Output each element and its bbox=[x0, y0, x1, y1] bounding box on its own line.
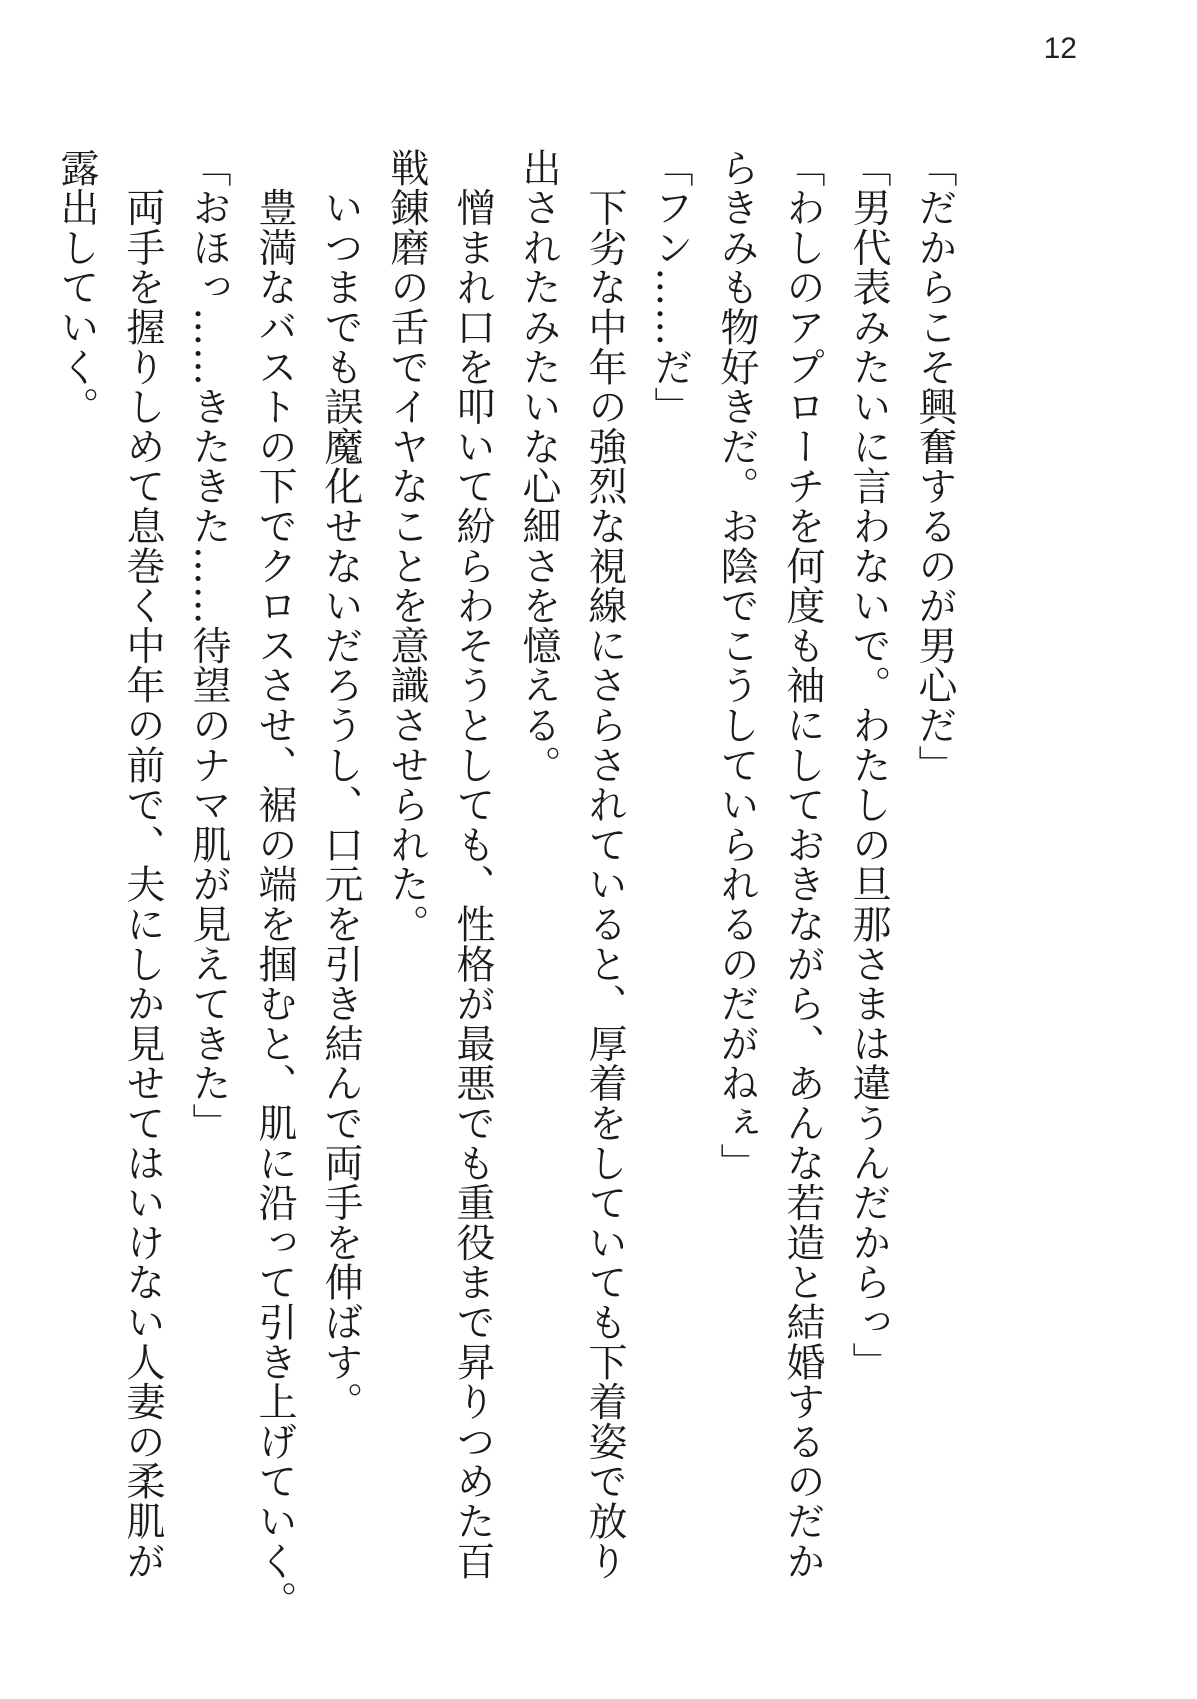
text-line: 露出していく。 bbox=[54, 148, 99, 427]
text-line: 「男代表みたいに言わないで。わたしの旦那さまは違うんだからっ」 bbox=[846, 148, 891, 1382]
text-line: 「おほっ……きたきた……待望のナマ肌が見えてきた」 bbox=[186, 148, 231, 1143]
text-line: いつまでも誤魔化せないだろうし、口元を引き結んで両手を伸ばす。 bbox=[318, 148, 363, 1422]
text-line: 豊満なバストの下でクロスさせ、裾の端を掴むと、肌に沿って引き上げていく。 bbox=[252, 148, 297, 1621]
text-line: 下劣な中年の強烈な視線にさらされていると、厚着をしていても下着姿で放り bbox=[582, 148, 627, 1581]
text-line: 「だからこそ興奮するのが男心だ」 bbox=[912, 148, 957, 785]
text-line: 出されたみたいな心細さを憶える。 bbox=[516, 148, 561, 785]
text-line: 「わしのアプローチを何度も袖にしておきながら、あんな若造と結婚するのだか bbox=[780, 148, 825, 1581]
text-line: 戦錬磨の舌でイヤなことを意識させられた。 bbox=[384, 148, 429, 944]
text-line: 憎まれ口を叩いて紛らわそうとしても、性格が最悪でも重役まで昇りつめた百 bbox=[450, 148, 495, 1581]
page-number: 12 bbox=[1043, 32, 1077, 65]
text-line: 両手を握りしめて息巻く中年の前で、夫にしか見せてはいけない人妻の柔肌が bbox=[120, 148, 165, 1581]
text-line: らきみも物好きだ。お陰でこうしていられるのだがねぇ」 bbox=[714, 148, 759, 1183]
text-line: 「フン……だ」 bbox=[648, 148, 693, 427]
novel-body-text bbox=[43, 148, 967, 1621]
